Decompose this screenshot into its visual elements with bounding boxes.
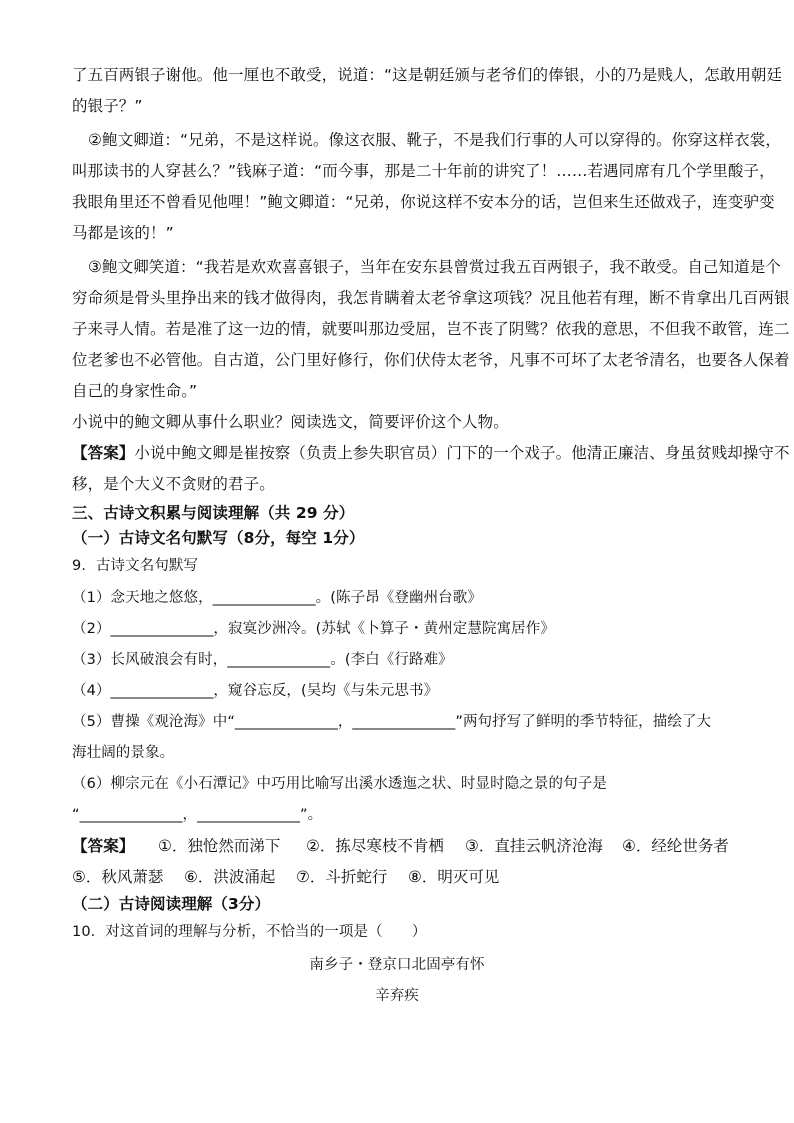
q9-item-5: （5）曹操《观沧海》中“______________，______________”两句抒写了鲜明的季节特征，描绘了大 [72,714,712,730]
q9-answer: ⑧．明灭可见 [408,868,500,886]
q9-answer-tag [72,836,134,856]
passage-line: 的银子？” [72,97,143,115]
q9-item-6-cont: “______________，______________”。 [72,807,323,823]
q9-item-3: （3）长风破浪会有时，______________。(李白《行路难》 [72,652,453,668]
q9-item-4: （4）______________，窥谷忘反，(吴均《与朱元思书》 [72,683,439,699]
q8-answer-line: 移，是个大义不贪财的君子。 [72,475,275,493]
q9-item-5-cont: 海壮阔的景象。 [72,745,175,761]
q10-stem: 10．对这首词的理解与分析，不恰当的一项是（ ） [72,924,427,940]
q9-answer: ①．独怆然而涕下 [158,837,281,855]
subsection-heading: （一）古诗文名句默写（8分，每空 1分） [72,529,365,547]
q9-answer: ③．直挂云帆济沧海 [465,837,603,855]
q9-item-6: （6）柳宗元在《小石潭记》中巧用比喻写出溪水透迤之状、时显时隐之景的句子是 [72,776,607,792]
q9-item-2: （2）______________，寂寞沙洲冷。(苏轼《卜算子・黄州定慧院寓居作》 [72,621,555,637]
q8-question: 小说中的鲍文卿从事什么职业？阅读选文，简要评价这个人物。 [72,413,509,431]
q9-answer: ②．拣尽寒枝不肯栖 [306,837,444,855]
passage-line: 穷命须是骨头里挣出来的钱才做得肉，我怎肯瞒着太老爷拿这项钱？况且他若有理，断不肯拿出几百两银 [72,289,790,307]
poem-title: 南乡子・登京口北固亭有怀 [309,957,485,973]
passage-line: 位老爹也不必管他。自古道，公门里好修行，你们伏侍太老爷，凡事不可坏了太老爷清名，也要各人保着 [72,351,790,369]
answer-tag: 【答案】 [72,837,135,855]
q9-answer: ⑦．斗折蛇行 [296,868,388,886]
q9-answer: ⑤．秋风萧瑟 [72,868,164,886]
q8-answer-text: 小说中鲍文卿是崔按察（负责上参失职官员）门下的一个戏子。他清正廉洁、身虽贫贱却操守不 [134,444,790,462]
q9-answer: ⑥．洪波涌起 [184,868,276,886]
section-heading: 三、古诗文积累与阅读理解（共 29 分） [72,504,355,522]
passage-line: 了五百两银子谢他。他一厘也不敢受，说道：“这是朝廷颁与老爷们的俸银，小的乃是贱人，怎敢用朝廷 [72,66,783,84]
passage-line: 子来寻人情。若是准了这一边的情，就要叫那边受屈，岂不丧了阴骘？依我的意思，不但我不敢管，连二 [72,320,790,338]
poem-author: 辛弃疾 [375,988,419,1004]
q9-answer: ④．经纶世务者 [622,837,729,855]
passage-line: ③鲍文卿笑道：“我若是欢欢喜喜银子，当年在安东县曾赏过我五百两银子，我不敢受。自己知道是个 [88,258,781,276]
passage-line: 叫那读书的人穿甚么？”钱麻子道：“而今事，那是二十年前的讲究了！……若遇同席有几个学里酸子， [72,162,775,180]
passage-line: ②鲍文卿道：“兄弟，不是这样说。像这衣服、靴子，不是我们行事的人可以穿得的。你穿这样衣裳， [88,131,781,149]
q9-item-1: （1）念天地之悠悠，______________。(陈子昂《登幽州台歌》 [72,590,482,606]
q8-answer-line [72,443,790,463]
passage-line: 我眼角里还不曾看见他哩！”鲍文卿道：“兄弟，你说这样不安本分的话，岂但来生还做戏子，连变驴变 [72,193,775,211]
answer-tag: 【答案】 [72,444,135,462]
q9-stem: 9．古诗文名句默写 [72,558,199,574]
passage-line: 自己的身家性命。” [72,382,198,400]
subsection-heading: （二）古诗阅读理解（3分） [72,895,271,913]
passage-line: 马都是该的！” [72,224,174,242]
